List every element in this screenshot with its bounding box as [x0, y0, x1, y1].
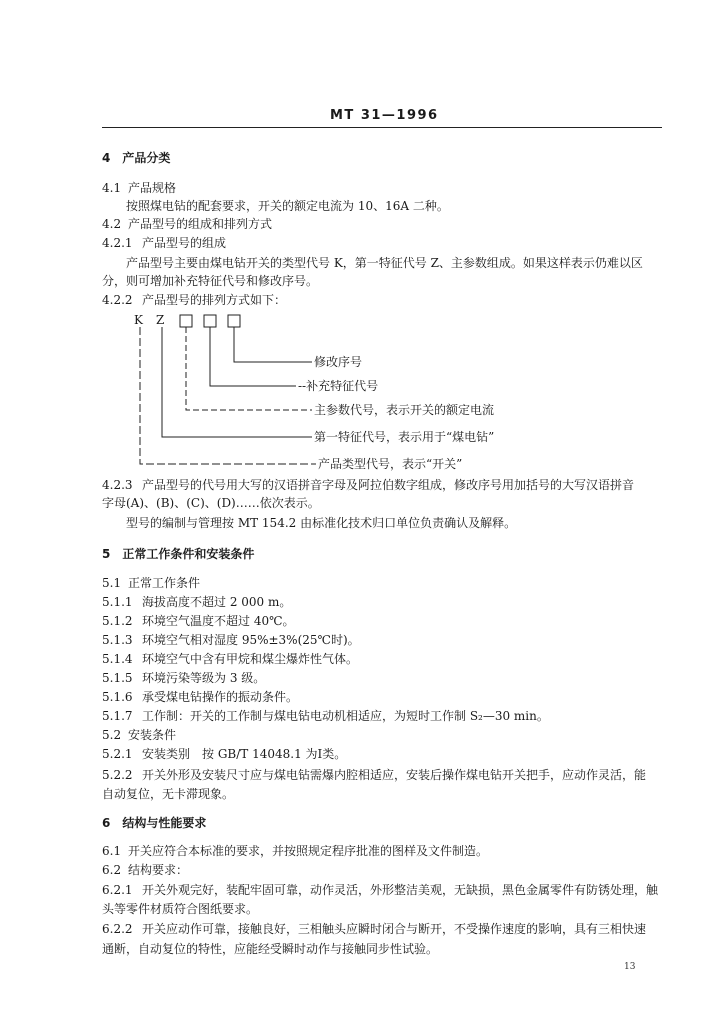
- clause-number: 5.1.3: [102, 633, 133, 647]
- diagram-label-supplement: --补充特征代号: [298, 379, 379, 393]
- clause-number: 4.2: [102, 217, 122, 231]
- clause-number: 5.2.1: [102, 747, 133, 761]
- clause-5-2: [102, 727, 674, 743]
- clause-number: 5.2.2: [102, 768, 133, 782]
- diagram-letter-k: K: [134, 313, 143, 327]
- clause-number: 6.2.2: [102, 922, 133, 936]
- clause-text: 开关外观完好，装配牢固可靠，动作灵活，外形整洁美观，无缺损，黑色金属零件有防锈处理，触: [142, 883, 659, 897]
- clause-text: 环境空气中含有甲烷和煤尘爆炸性气体。: [142, 652, 359, 666]
- section-4-title: 4 产品分类: [102, 151, 171, 165]
- clause-6-2-2: [102, 921, 674, 937]
- clause-6-1: [102, 843, 674, 859]
- clause-text: 环境空气温度不超过 40℃。: [142, 614, 295, 628]
- first-feature-leader: [162, 327, 312, 437]
- clause-title: 产品型号的组成: [142, 236, 227, 250]
- clause-number: 4.1: [102, 181, 122, 195]
- diagram-label-revision: 修改序号: [314, 355, 363, 369]
- clause-title: 结构要求：: [128, 863, 189, 877]
- clause-text: 开关应符合本标准的要求，并按照规定程序批准的图样及文件制造。: [128, 844, 489, 858]
- clause-6-2: [102, 862, 674, 878]
- clause-4-2-1-text-1: 产品型号主要由煤电钻开关的类型代号 K，第一特征代号 Z、主参数组成。如果这样表示仍难以区: [126, 256, 643, 270]
- section-6-title: 6 结构与性能要求: [102, 816, 207, 830]
- clause-number: 6.2.1: [102, 883, 133, 897]
- clause-number: 4.2.3: [102, 478, 133, 492]
- clause-6-2-2-text-2: 通断，自动复位的特性，应能经受瞬时动作与接触同步性试验。: [102, 942, 439, 956]
- clause-title: 产品型号的组成和排列方式: [128, 217, 273, 231]
- clause-5-1-3: [102, 632, 674, 648]
- param-leader: [186, 327, 312, 410]
- clause-number: 5.1.2: [102, 614, 133, 628]
- supplement-leader: [210, 327, 296, 386]
- section-5-title: 5 正常工作条件和安装条件: [102, 547, 255, 561]
- revision-leader: [234, 327, 312, 362]
- diagram-label-first-feature: 第一特征代号，表示用于“煤电钻”: [314, 430, 495, 444]
- clause-text: 环境空气相对湿度 95%±3%(25℃时)。: [142, 633, 360, 647]
- clause-6-2-1-text-2: 头等零件材质符合图纸要求。: [102, 902, 259, 916]
- clause-number: 5.1.7: [102, 709, 133, 723]
- clause-text: 产品型号的代号用大写的汉语拼音字母及阿拉伯数字组成，修改序号用加括号的大写汉语拼音: [142, 478, 635, 492]
- diagram-letter-z: Z: [156, 313, 165, 327]
- document-code-header: MT 31—1996: [330, 108, 439, 123]
- type-leader: [140, 327, 316, 464]
- clause-text: 海拔高度不超过 2 000 m。: [142, 595, 292, 609]
- clause-4-2-3-text-3: 型号的编制与管理按 MT 154.2 由标准化技术归口单位负责确认及解释。: [126, 516, 517, 530]
- clause-5-1-4: [102, 651, 674, 667]
- clause-text: 开关应动作可靠，接触良好，三相触头应瞬时闭合与断开，不受操作速度的影响，具有三相快速: [142, 922, 647, 936]
- clause-text: 开关外形及安装尺寸应与煤电钻需爆内腔相适应，安装后操作煤电钻开关把手，应动作灵活，能: [142, 768, 647, 782]
- clause-5-1-7: [102, 708, 674, 724]
- clause-number: 5.1.1: [102, 595, 133, 609]
- clause-5-1-5: [102, 670, 674, 686]
- clause-number: 6.1: [102, 844, 122, 858]
- revision-box: [228, 315, 240, 327]
- clause-5-2-2-text-2: 自动复位，无卡滞现象。: [102, 787, 235, 801]
- clause-number: 6.2: [102, 863, 122, 877]
- supplement-box: [204, 315, 216, 327]
- page-number: 13: [624, 962, 636, 972]
- clause-number: 4.2.2: [102, 293, 133, 307]
- param-box: [180, 315, 192, 327]
- clause-text: 安装类别 按 GB/T 14048.1 为Ⅰ类。: [142, 747, 347, 761]
- clause-number: 5.1.5: [102, 671, 133, 685]
- clause-5-1-6: [102, 689, 674, 705]
- clause-text: 环境污染等级为 3 级。: [142, 671, 266, 685]
- clause-number: 5.1.4: [102, 652, 133, 666]
- clause-5-1-1: [102, 594, 674, 610]
- clause-5-2-1: [102, 746, 674, 762]
- clause-5-1-2: [102, 613, 674, 629]
- clause-4-2-3: [102, 477, 674, 493]
- clause-number: 5.2: [102, 728, 122, 742]
- clause-4-2-1-text-2: 分，则可增加补充特征代号和修改序号。: [102, 274, 319, 288]
- clause-title: 产品规格: [128, 181, 177, 195]
- clause-title: 产品型号的排列方式如下：: [142, 293, 287, 307]
- clause-6-2-1: [102, 882, 674, 898]
- diagram-label-supplement-text: 补充特征代号: [306, 379, 379, 393]
- diagram-label-main-param: 主参数代号，表示开关的额定电流: [314, 403, 495, 417]
- clause-title: 正常工作条件: [128, 576, 201, 590]
- clause-text: 工作制：开关的工作制与煤电钻电动机相适应，为短时工作制 S₂—30 min。: [142, 709, 549, 723]
- clause-number: 5.1: [102, 576, 122, 590]
- clause-title: 安装条件: [128, 728, 177, 742]
- clause-5-2-2: [102, 767, 674, 783]
- diagram-label-type: 产品类型代号，表示“开关”: [318, 457, 463, 471]
- clause-4-2-3-text-2: 字母(A)、(B)、(C)、(D)……依次表示。: [102, 496, 320, 510]
- clause-number: 4.2.1: [102, 236, 133, 250]
- clause-text: 承受煤电钻操作的振动条件。: [142, 690, 299, 704]
- clause-5-1: [102, 575, 674, 591]
- clause-number: 5.1.6: [102, 690, 133, 704]
- clause-4-1-text: 按照煤电钻的配套要求，开关的额定电流为 10、16A 二种。: [126, 199, 449, 213]
